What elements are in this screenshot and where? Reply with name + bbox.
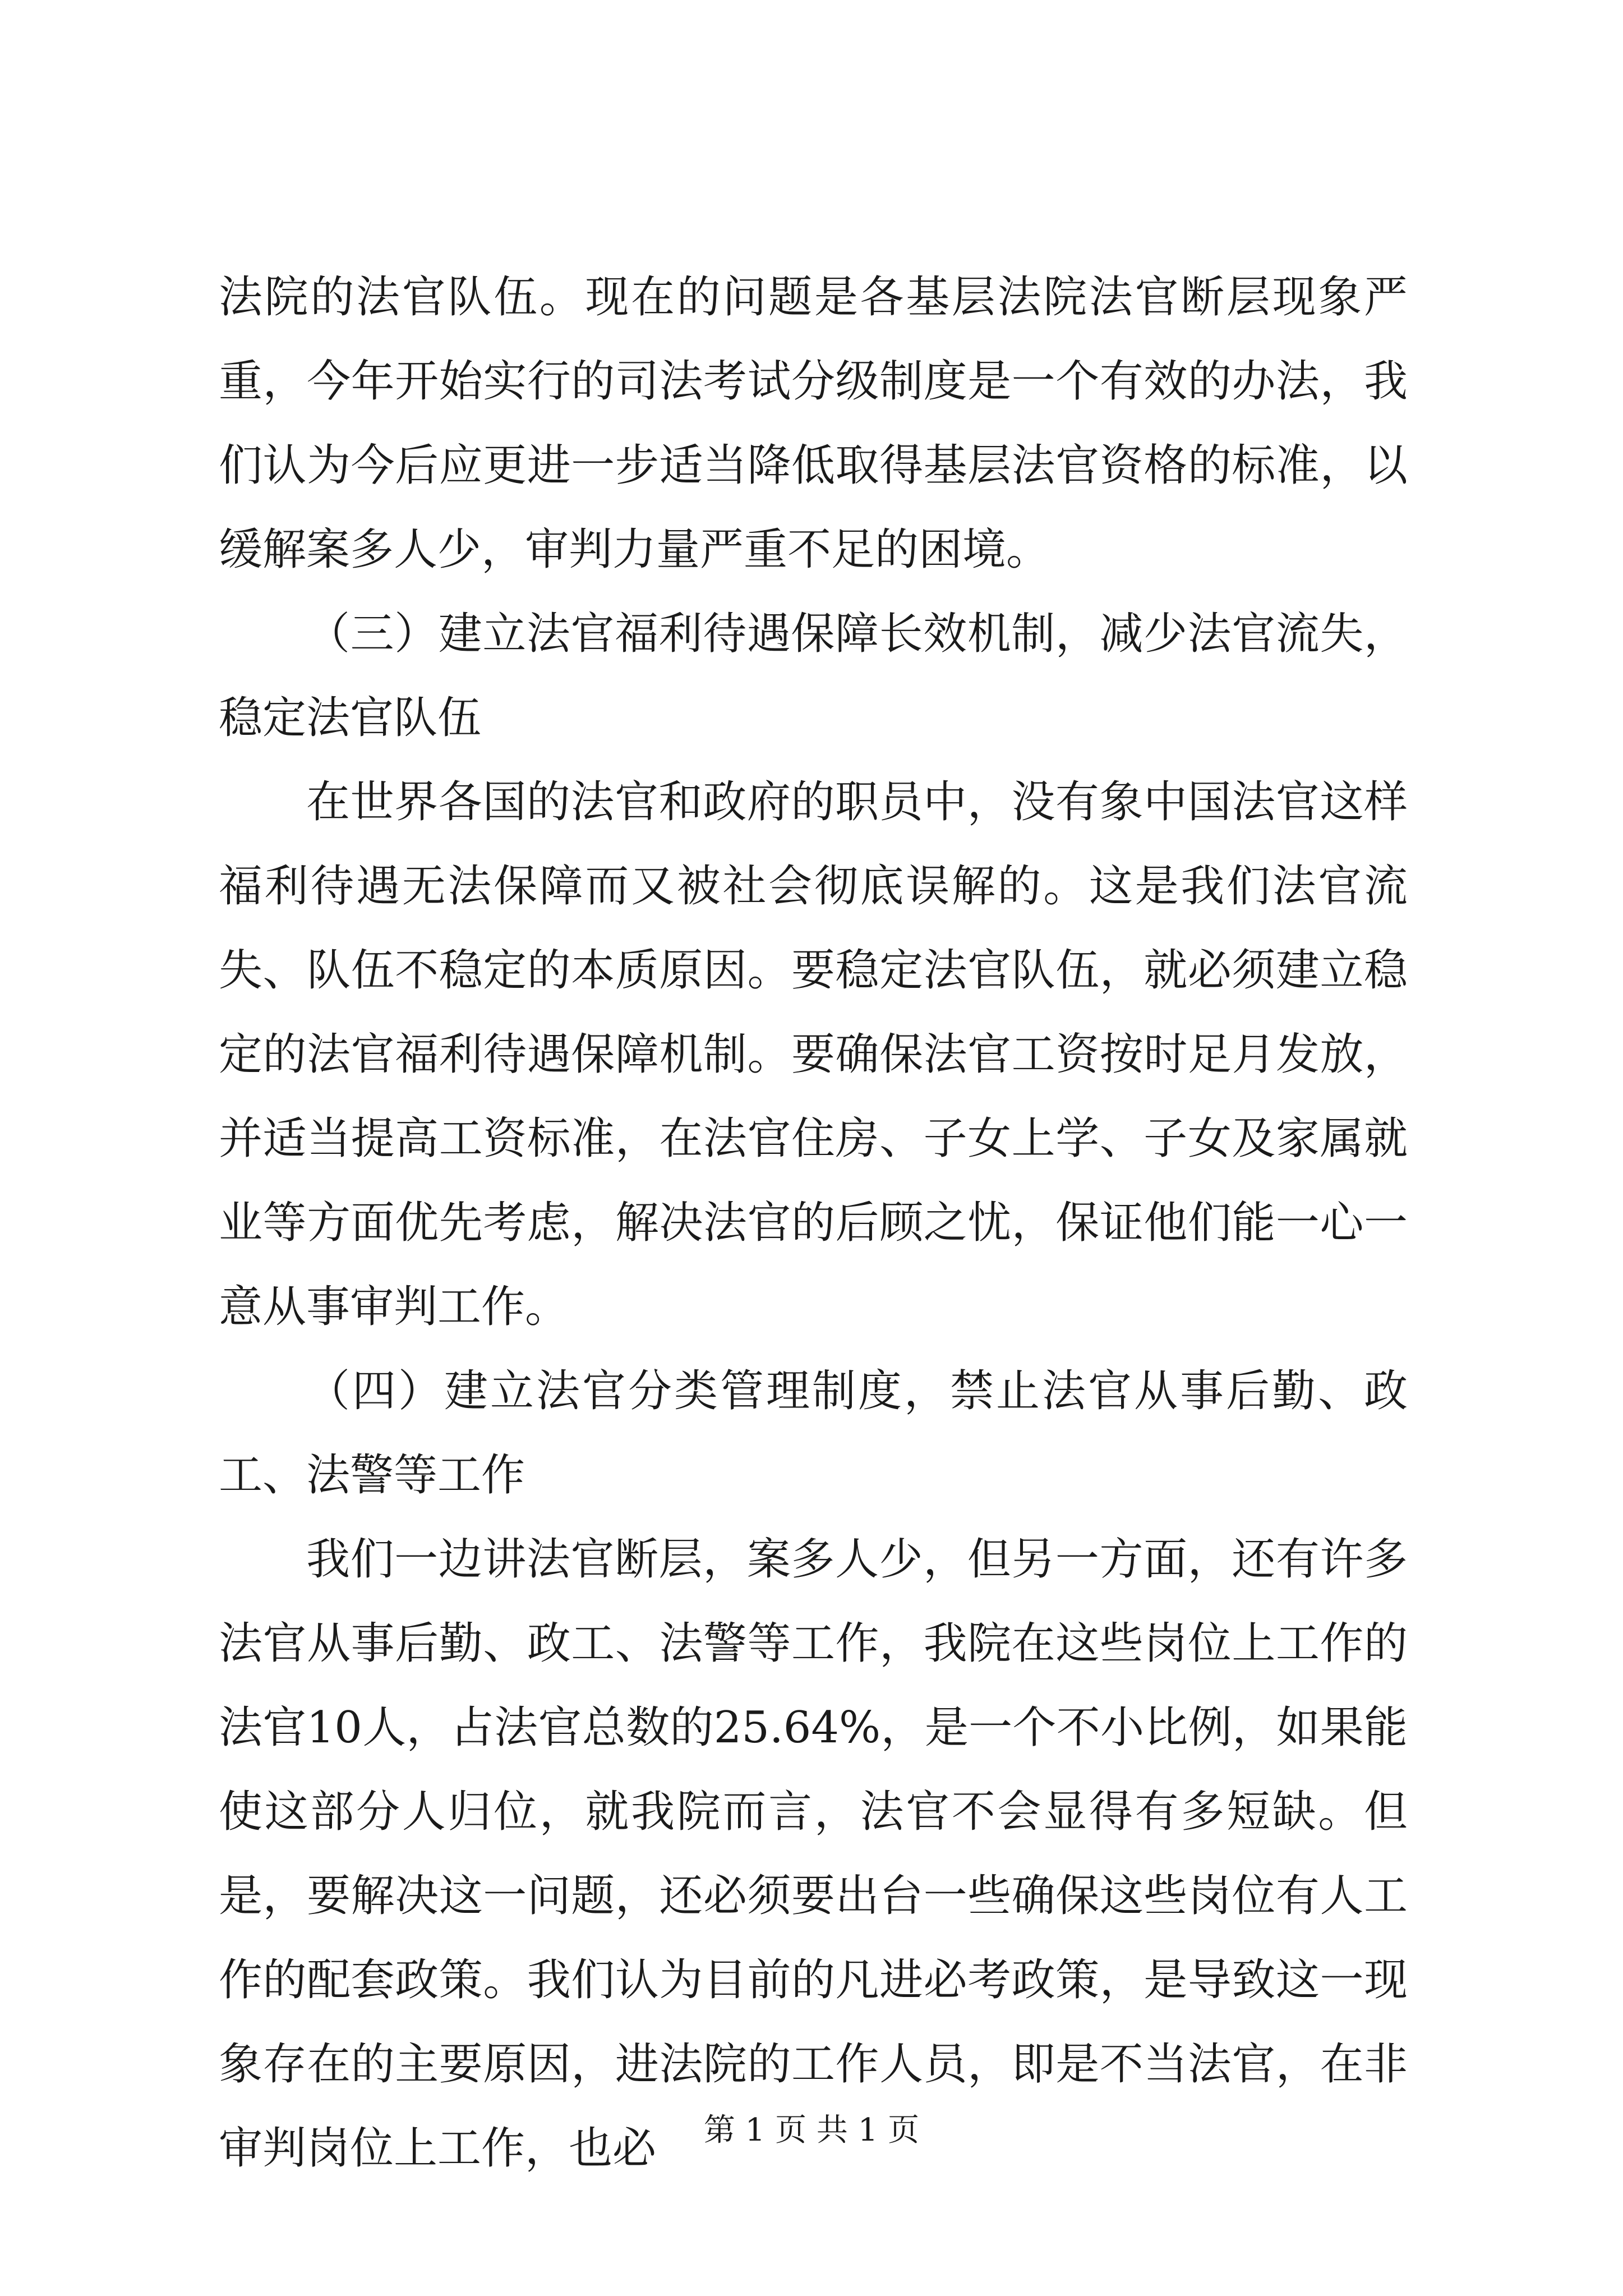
paragraph-continuation: 法院的法官队伍。现在的问题是各基层法院法官断层现象严重，今年开始实行的司法考试分级制度是一个有效的办法，我们认为今后应更进一步适当降低取得基层法官资格的标准，以缓解案多人少，审判力量严重不足的困境。: [219, 272, 1408, 575]
document-body: [219, 255, 1408, 2191]
page-footer: 第 1 页 共 1 页: [703, 2112, 920, 2148]
paragraph-classification: 我们一边讲法官断层，案多人少，但另一方面，还有许多法官从事后勤、政工、法警等工作，我院在这些岗位上工作的法官10人，占法官总数的25.64%，是一个不小比例，如果能使这部分人归位，就我院而言，法官不会显得有多短缺。但是，要解决这一问题，还必须要出台一些确保这些岗位有人工作的配套政策。我们认为目前的凡进必考政策，是导致这一现象存在的主要原因，进法院的工作人员，即是不当法官，在非审判岗位上工作，也必: [219, 1534, 1408, 2174]
section-heading-4: （四）建立法官分类管理制度，禁止法官从事后勤、政工、法警等工作: [219, 1366, 1408, 1501]
section-heading-3: （三）建立法官福利待遇保障长效机制，减少法官流失，稳定法官队伍: [219, 609, 1408, 743]
paragraph-welfare: 在世界各国的法官和政府的职员中，没有象中国法官这样福利待遇无法保障而又被社会彻底误解的。这是我们法官流失、队伍不稳定的本质原因。要稳定法官队伍，就必须建立稳定的法官福利待遇保障机制。要确保法官工资按时足月发放，并适当提高工资标准，在法官住房、子女上学、子女及家属就业等方面优先考虑，解决法官的后顾之忧，保证他们能一心一意从事审判工作。: [219, 777, 1408, 1332]
